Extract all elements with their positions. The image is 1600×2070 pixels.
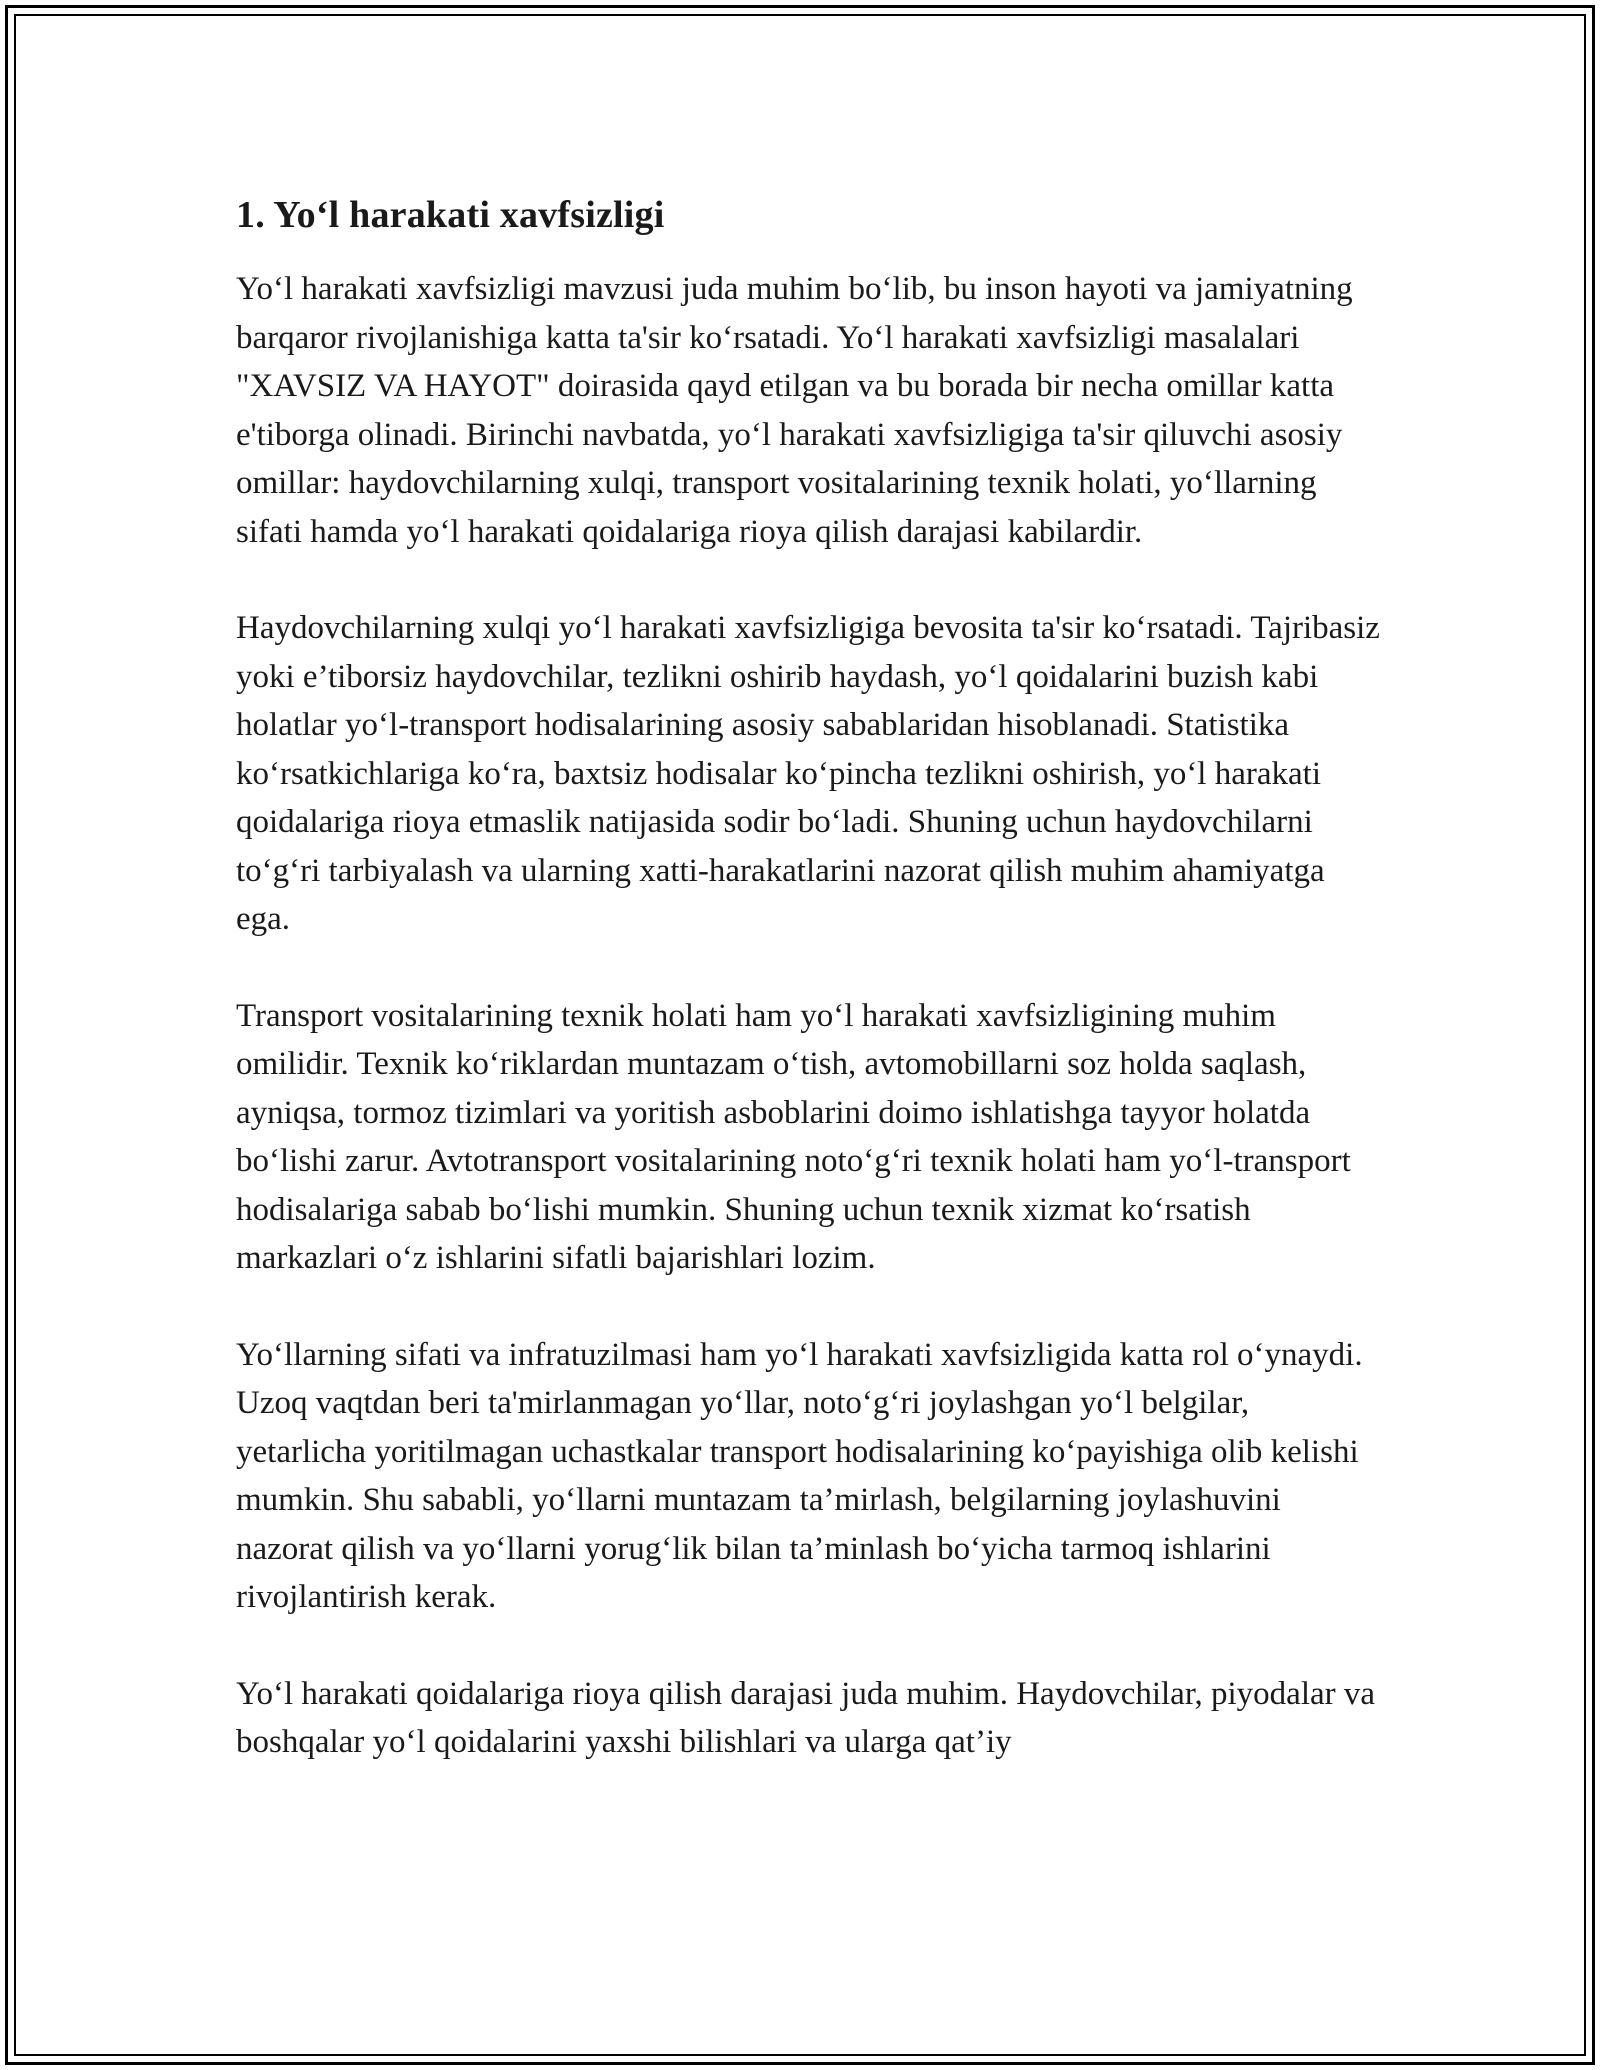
- paragraph-vehicle-condition: Transport vositalarining texnik holati ham yo‘l harakati xavfsizligining muhim omilidir. Texnik ko‘riklardan muntazam o‘tish, avtomobillarni soz holda saqlash, ayniqsa, tormoz tizimlari va yoritish asboblarini doimo ishlatishga tayyor holatda bo‘lishi zarur. Avtotransport vositalarining noto‘g‘ri texnik holati ham yo‘l-transport hodisalariga sabab bo‘lishi mumkin. Shuning uchun texnik xizmat ko‘rsatish markazlari o‘z ishlarini sifatli bajarishlari lozim.: [236, 997, 1351, 1276]
- paragraph-intro: Yo‘l harakati xavfsizligi mavzusi juda muhim bo‘lib, bu inson hayoti va jamiyatning barqaror rivojlanishiga katta ta'sir ko‘rsatadi. Yo‘l harakati xavfsizligi masalalari "XAVSIZ VA HAYOT" doirasida qayd etilgan va bu borada bir necha omillar katta e'tiborga olinadi. Birinchi navbatda, yo‘l harakati xavfsizligiga ta'sir qiluvchi asosiy omillar: haydovchilarning xulqi, transport vositalarining texnik holati, yo‘llarning sifati hamda yo‘l harakati qoidalariga rioya qilish darajasi kabilardir.: [236, 271, 1353, 550]
- paragraph-driver-behavior: Haydovchilarning xulqi yo‘l harakati xavfsizligiga bevosita ta'sir ko‘rsatadi. Tajribasiz yoki e’tiborsiz haydovchilar, tezlikni oshirib haydash, yo‘l qoidalarini buzish kabi holatlar yo‘l-transport hodisalarining asosiy sabablaridan hisoblanadi. Statistika ko‘rsatkichlariga ko‘ra, baxtsiz hodisalar ko‘pincha tezlikni oshirish, yo‘l harakati qoidalariga rioya etmaslik natijasida sodir bo‘ladi. Shuning uchun haydovchilarni to‘g‘ri tarbiyalash va ularning xatti-harakatlarini nazorat qilish muhim ahamiyatga ega.: [236, 610, 1380, 937]
- document-body: [236, 185, 1386, 1767]
- paragraph-rule-compliance: Yo‘l harakati qoidalariga rioya qilish darajasi juda muhim. Haydovchilar, piyodalar va boshqalar yo‘l qoidalarini yaxshi bilishlari va ularga qat’iy: [236, 1675, 1376, 1760]
- section-heading: 1. Yo‘l harakati xavfsizligi: [236, 194, 665, 236]
- paragraph-road-quality: Yo‘llarning sifati va infratuzilmasi ham yo‘l harakati xavfsizligida katta rol o‘ynaydi. Uzoq vaqtdan beri ta'mirlanmagan yo‘llar, noto‘g‘ri joylashgan yo‘l belgilar, yetarlicha yoritilmagan uchastkalar transport hodisalarining ko‘payishiga olib kelishi mumkin. Shu sababli, yo‘llarni muntazam ta’mirlash, belgilarning joylashuvini nazorat qilish va yo‘llarni yorug‘lik bilan ta’minlash bo‘yicha tarmoq ishlarini rivojlantirish kerak.: [236, 1336, 1363, 1615]
